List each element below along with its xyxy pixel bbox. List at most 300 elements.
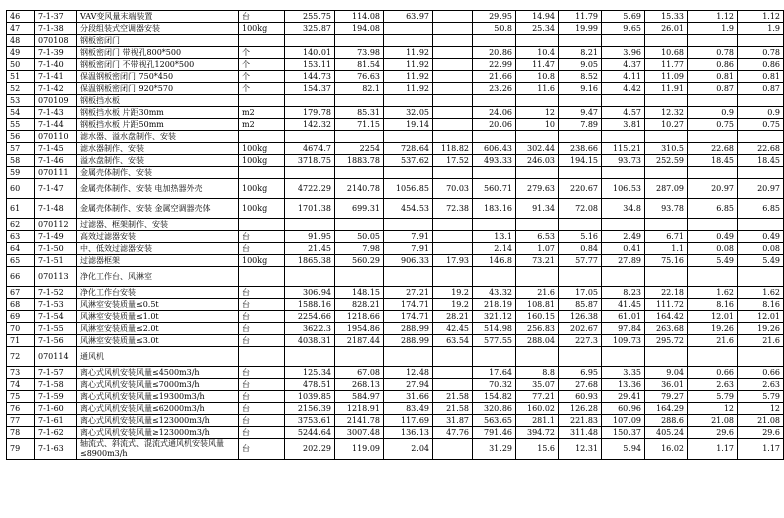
table-row: [7, 299, 784, 311]
labor-cost: [335, 347, 384, 367]
labor-cost: 194.08: [335, 23, 384, 35]
total-price: 1588.16: [285, 299, 335, 311]
item-name: 分段组装式空调器安装: [77, 23, 239, 35]
machine-cost: [433, 379, 473, 391]
machine-cost: [433, 131, 473, 143]
machine-cost: 118.82: [433, 143, 473, 155]
row-number: 71: [7, 335, 35, 347]
row-number: 55: [7, 119, 35, 131]
labor-cost: 81.54: [335, 59, 384, 71]
fee-2: 10: [516, 119, 559, 131]
fee-4: 3.96: [602, 47, 645, 59]
table-row: [7, 23, 784, 35]
material-cost: 7.91: [384, 243, 433, 255]
material-cost: 32.05: [384, 107, 433, 119]
fee-7: 6.85: [738, 199, 784, 219]
row-number: 56: [7, 131, 35, 143]
fee-6: 1.9: [688, 23, 738, 35]
fee-7: 1.9: [738, 23, 784, 35]
machine-cost: [433, 71, 473, 83]
item-name: 钢板挡水板 片距50mm: [77, 119, 239, 131]
fee-4: 13.36: [602, 379, 645, 391]
fee-4: [602, 347, 645, 367]
item-name: 钢板挡水板: [77, 95, 239, 107]
total-price: 142.32: [285, 119, 335, 131]
total-price: 255.75: [285, 11, 335, 23]
table-row: [7, 427, 784, 439]
row-number: 61: [7, 199, 35, 219]
fee-1: 560.71: [473, 179, 516, 199]
row-number: 64: [7, 243, 35, 255]
fee-6: 12.01: [688, 311, 738, 323]
total-price: 140.01: [285, 47, 335, 59]
fee-2: [516, 167, 559, 179]
item-name: 保温钢板密闭门 750*450: [77, 71, 239, 83]
material-cost: 11.92: [384, 83, 433, 95]
total-price: 2156.39: [285, 403, 335, 415]
fee-6: [688, 35, 738, 47]
unit: [239, 267, 285, 287]
fee-3: 27.68: [559, 379, 602, 391]
item-name: 滤水器、溢水盘制作、安装: [77, 131, 239, 143]
material-cost: 728.64: [384, 143, 433, 155]
machine-cost: [433, 231, 473, 243]
material-cost: 2.04: [384, 439, 433, 460]
machine-cost: 72.38: [433, 199, 473, 219]
table-row: [7, 59, 784, 71]
quota-code: 070109: [35, 95, 77, 107]
labor-cost: 73.98: [335, 47, 384, 59]
labor-cost: 2140.78: [335, 179, 384, 199]
quota-code: 7-1-44: [35, 119, 77, 131]
material-cost: 11.92: [384, 47, 433, 59]
fee-3: 202.67: [559, 323, 602, 335]
quota-code: 7-1-47: [35, 179, 77, 199]
fee-6: 1.17: [688, 439, 738, 460]
fee-1: 21.66: [473, 71, 516, 83]
unit: [239, 35, 285, 47]
machine-cost: 19.2: [433, 299, 473, 311]
fee-7: 20.97: [738, 179, 784, 199]
item-name: 风淋室安装质量≤3.0t: [77, 335, 239, 347]
quota-code: 070110: [35, 131, 77, 143]
table-row: [7, 199, 784, 219]
material-cost: [384, 219, 433, 231]
fee-3: 8.52: [559, 71, 602, 83]
unit: 100kg: [239, 199, 285, 219]
fee-7: [738, 35, 784, 47]
fee-3: 238.66: [559, 143, 602, 155]
machine-cost: 17.52: [433, 155, 473, 167]
item-name: 金属壳体制作、安装 电加热器外壳: [77, 179, 239, 199]
item-name: 风淋室安装质量≤2.0t: [77, 323, 239, 335]
fee-3: [559, 131, 602, 143]
labor-cost: 67.08: [335, 367, 384, 379]
fee-3: 57.77: [559, 255, 602, 267]
fee-7: 0.87: [738, 83, 784, 95]
fee-2: 256.83: [516, 323, 559, 335]
unit: 100kg: [239, 143, 285, 155]
fee-7: [738, 95, 784, 107]
fee-5: 1.1: [645, 243, 688, 255]
fee-6: 0.66: [688, 367, 738, 379]
labor-cost: [335, 167, 384, 179]
fee-6: 0.9: [688, 107, 738, 119]
fee-6: [688, 95, 738, 107]
machine-cost: [433, 11, 473, 23]
fee-2: 281.1: [516, 415, 559, 427]
unit: 台: [239, 231, 285, 243]
fee-1: 183.16: [473, 199, 516, 219]
material-cost: 454.53: [384, 199, 433, 219]
fee-4: 29.41: [602, 391, 645, 403]
fee-7: 0.86: [738, 59, 784, 71]
fee-4: 8.23: [602, 287, 645, 299]
fee-5: 15.33: [645, 11, 688, 23]
fee-7: 29.6: [738, 427, 784, 439]
material-cost: 136.13: [384, 427, 433, 439]
unit: 个: [239, 83, 285, 95]
unit: [239, 347, 285, 367]
row-number: 52: [7, 83, 35, 95]
fee-6: 5.49: [688, 255, 738, 267]
fee-1: 493.33: [473, 155, 516, 167]
fee-4: [602, 219, 645, 231]
fee-2: 160.15: [516, 311, 559, 323]
table-row: [7, 179, 784, 199]
fee-4: 109.73: [602, 335, 645, 347]
row-number: 49: [7, 47, 35, 59]
fee-5: 22.18: [645, 287, 688, 299]
fee-4: [602, 167, 645, 179]
quota-code: 070108: [35, 35, 77, 47]
fee-5: 288.6: [645, 415, 688, 427]
table-row: [7, 311, 784, 323]
fee-5: 295.72: [645, 335, 688, 347]
row-number: 70: [7, 323, 35, 335]
material-cost: 906.33: [384, 255, 433, 267]
fee-2: 10.4: [516, 47, 559, 59]
fee-4: 4.37: [602, 59, 645, 71]
row-number: 76: [7, 403, 35, 415]
fee-5: [645, 95, 688, 107]
total-price: 4038.31: [285, 335, 335, 347]
machine-cost: [433, 119, 473, 131]
item-name: 风淋室安装质量≤1.0t: [77, 311, 239, 323]
material-cost: 537.62: [384, 155, 433, 167]
material-cost: [384, 267, 433, 287]
fee-7: 21.08: [738, 415, 784, 427]
material-cost: 1056.85: [384, 179, 433, 199]
machine-cost: [433, 83, 473, 95]
unit: 台: [239, 439, 285, 460]
fee-6: 29.6: [688, 427, 738, 439]
fee-7: 0.75: [738, 119, 784, 131]
fee-5: 164.29: [645, 403, 688, 415]
row-number: 48: [7, 35, 35, 47]
fee-4: 115.21: [602, 143, 645, 155]
fee-7: 0.08: [738, 243, 784, 255]
row-number: 46: [7, 11, 35, 23]
fee-6: 19.26: [688, 323, 738, 335]
fee-1: 24.06: [473, 107, 516, 119]
material-cost: 12.48: [384, 367, 433, 379]
row-number: 58: [7, 155, 35, 167]
fee-5: [645, 347, 688, 367]
labor-cost: 1883.78: [335, 155, 384, 167]
total-price: 1865.38: [285, 255, 335, 267]
unit: 台: [239, 415, 285, 427]
total-price: [285, 267, 335, 287]
fee-7: 0.78: [738, 47, 784, 59]
fee-3: 60.93: [559, 391, 602, 403]
total-price: 1701.38: [285, 199, 335, 219]
total-price: 4722.29: [285, 179, 335, 199]
unit: [239, 167, 285, 179]
row-number: 69: [7, 311, 35, 323]
row-number: 72: [7, 347, 35, 367]
table-row: [7, 219, 784, 231]
fee-2: 6.53: [516, 231, 559, 243]
quota-code: 7-1-56: [35, 335, 77, 347]
unit: 台: [239, 311, 285, 323]
row-number: 50: [7, 59, 35, 71]
fee-2: 1.07: [516, 243, 559, 255]
total-price: [285, 35, 335, 47]
fee-4: 97.84: [602, 323, 645, 335]
machine-cost: 17.93: [433, 255, 473, 267]
unit: 台: [239, 11, 285, 23]
fee-2: 91.34: [516, 199, 559, 219]
total-price: 5244.64: [285, 427, 335, 439]
fee-7: 19.26: [738, 323, 784, 335]
fee-6: 5.79: [688, 391, 738, 403]
unit: 台: [239, 391, 285, 403]
fee-3: 17.05: [559, 287, 602, 299]
material-cost: 7.91: [384, 231, 433, 243]
fee-3: [559, 347, 602, 367]
unit: m2: [239, 119, 285, 131]
labor-cost: 7.98: [335, 243, 384, 255]
fee-2: [516, 267, 559, 287]
fee-7: [738, 167, 784, 179]
fee-2: 160.02: [516, 403, 559, 415]
item-name: VAV变风量末端装置: [77, 11, 239, 23]
quota-code: 7-1-37: [35, 11, 77, 23]
fee-2: 14.94: [516, 11, 559, 23]
total-price: 478.51: [285, 379, 335, 391]
item-name: 离心式风机安装风量≤4500m3/h: [77, 367, 239, 379]
quota-code: 7-1-50: [35, 243, 77, 255]
table-row: [7, 71, 784, 83]
item-name: 钢板密闭门: [77, 35, 239, 47]
fee-4: 41.45: [602, 299, 645, 311]
material-cost: [384, 95, 433, 107]
item-name: 离心式风机安装风量≤19300m3/h: [77, 391, 239, 403]
fee-2: 77.21: [516, 391, 559, 403]
machine-cost: [433, 95, 473, 107]
fee-4: 93.73: [602, 155, 645, 167]
item-name: 高效过滤器安装: [77, 231, 239, 243]
fee-6: 0.75: [688, 119, 738, 131]
labor-cost: [335, 267, 384, 287]
labor-cost: 2254: [335, 143, 384, 155]
labor-cost: [335, 35, 384, 47]
fee-5: 26.01: [645, 23, 688, 35]
row-number: 66: [7, 267, 35, 287]
quota-code: 7-1-57: [35, 367, 77, 379]
fee-6: [688, 219, 738, 231]
table-row: [7, 335, 784, 347]
fee-1: 320.86: [473, 403, 516, 415]
fee-5: 9.04: [645, 367, 688, 379]
fee-2: 302.44: [516, 143, 559, 155]
row-number: 63: [7, 231, 35, 243]
fee-3: 227.3: [559, 335, 602, 347]
fee-2: [516, 131, 559, 143]
machine-cost: 21.58: [433, 391, 473, 403]
fee-4: 4.42: [602, 83, 645, 95]
row-number: 57: [7, 143, 35, 155]
item-name: 金属壳体制作、安装 金属空调器壳体: [77, 199, 239, 219]
quota-code: 7-1-49: [35, 231, 77, 243]
fee-4: 34.8: [602, 199, 645, 219]
quota-code: 7-1-40: [35, 59, 77, 71]
fee-3: 5.16: [559, 231, 602, 243]
unit: 100kg: [239, 255, 285, 267]
total-price: 3718.75: [285, 155, 335, 167]
fee-7: 21.6: [738, 335, 784, 347]
fee-5: 111.72: [645, 299, 688, 311]
machine-cost: [433, 167, 473, 179]
quota-code: 7-1-48: [35, 199, 77, 219]
fee-6: 0.49: [688, 231, 738, 243]
fee-5: 75.16: [645, 255, 688, 267]
fee-3: 311.48: [559, 427, 602, 439]
machine-cost: 21.58: [433, 403, 473, 415]
fee-6: 20.97: [688, 179, 738, 199]
fee-6: 0.86: [688, 59, 738, 71]
table-row: [7, 11, 784, 23]
fee-7: 2.63: [738, 379, 784, 391]
fee-1: 563.65: [473, 415, 516, 427]
fee-5: 10.27: [645, 119, 688, 131]
total-price: 91.95: [285, 231, 335, 243]
fee-6: 0.78: [688, 47, 738, 59]
material-cost: 83.49: [384, 403, 433, 415]
fee-5: 310.5: [645, 143, 688, 155]
fee-4: 4.57: [602, 107, 645, 119]
fee-1: 791.46: [473, 427, 516, 439]
fee-3: 6.95: [559, 367, 602, 379]
machine-cost: 63.54: [433, 335, 473, 347]
item-name: 净化工作台、风淋室: [77, 267, 239, 287]
fee-6: 8.16: [688, 299, 738, 311]
unit: [239, 219, 285, 231]
quota-code: 7-1-62: [35, 427, 77, 439]
labor-cost: 828.21: [335, 299, 384, 311]
labor-cost: [335, 95, 384, 107]
machine-cost: [433, 267, 473, 287]
table-row: [7, 415, 784, 427]
unit: 台: [239, 243, 285, 255]
material-cost: 117.69: [384, 415, 433, 427]
fee-6: [688, 347, 738, 367]
fee-3: 7.89: [559, 119, 602, 131]
fee-5: [645, 131, 688, 143]
item-name: 过滤器、框架制作、安装: [77, 219, 239, 231]
row-number: 51: [7, 71, 35, 83]
fee-7: 8.16: [738, 299, 784, 311]
labor-cost: 699.31: [335, 199, 384, 219]
table-row: [7, 347, 784, 367]
fee-3: 72.08: [559, 199, 602, 219]
fee-6: 21.6: [688, 335, 738, 347]
table-row: [7, 367, 784, 379]
row-number: 65: [7, 255, 35, 267]
fee-2: 8.8: [516, 367, 559, 379]
table-row: [7, 403, 784, 415]
total-price: 2254.66: [285, 311, 335, 323]
item-name: 溢水盘制作、安装: [77, 155, 239, 167]
fee-5: 405.24: [645, 427, 688, 439]
fee-2: 15.6: [516, 439, 559, 460]
table-row: [7, 119, 784, 131]
table-row: [7, 287, 784, 299]
fee-3: 9.16: [559, 83, 602, 95]
quota-code: 070113: [35, 267, 77, 287]
machine-cost: 47.76: [433, 427, 473, 439]
fee-1: 23.26: [473, 83, 516, 95]
fee-2: 279.63: [516, 179, 559, 199]
fee-1: 514.98: [473, 323, 516, 335]
machine-cost: 31.87: [433, 415, 473, 427]
fee-6: [688, 131, 738, 143]
quota-code: 7-1-61: [35, 415, 77, 427]
fee-1: 154.82: [473, 391, 516, 403]
fee-3: 126.28: [559, 403, 602, 415]
quota-code: 7-1-45: [35, 143, 77, 155]
fee-4: 3.35: [602, 367, 645, 379]
total-price: 154.37: [285, 83, 335, 95]
material-cost: 27.94: [384, 379, 433, 391]
fee-5: 164.42: [645, 311, 688, 323]
material-cost: 11.92: [384, 59, 433, 71]
fee-5: 252.59: [645, 155, 688, 167]
table-row: [7, 143, 784, 155]
fee-3: 8.21: [559, 47, 602, 59]
fee-7: [738, 267, 784, 287]
fee-7: 5.79: [738, 391, 784, 403]
machine-cost: 28.21: [433, 311, 473, 323]
labor-cost: 114.08: [335, 11, 384, 23]
fee-2: 73.21: [516, 255, 559, 267]
fee-1: 20.06: [473, 119, 516, 131]
labor-cost: 1218.66: [335, 311, 384, 323]
fee-4: [602, 131, 645, 143]
unit: 个: [239, 59, 285, 71]
fee-5: 79.27: [645, 391, 688, 403]
fee-4: 150.37: [602, 427, 645, 439]
fee-7: 0.49: [738, 231, 784, 243]
labor-cost: [335, 131, 384, 143]
row-number: 77: [7, 415, 35, 427]
fee-7: [738, 219, 784, 231]
labor-cost: 1954.86: [335, 323, 384, 335]
fee-1: 606.43: [473, 143, 516, 155]
fee-3: [559, 219, 602, 231]
fee-3: 12.31: [559, 439, 602, 460]
